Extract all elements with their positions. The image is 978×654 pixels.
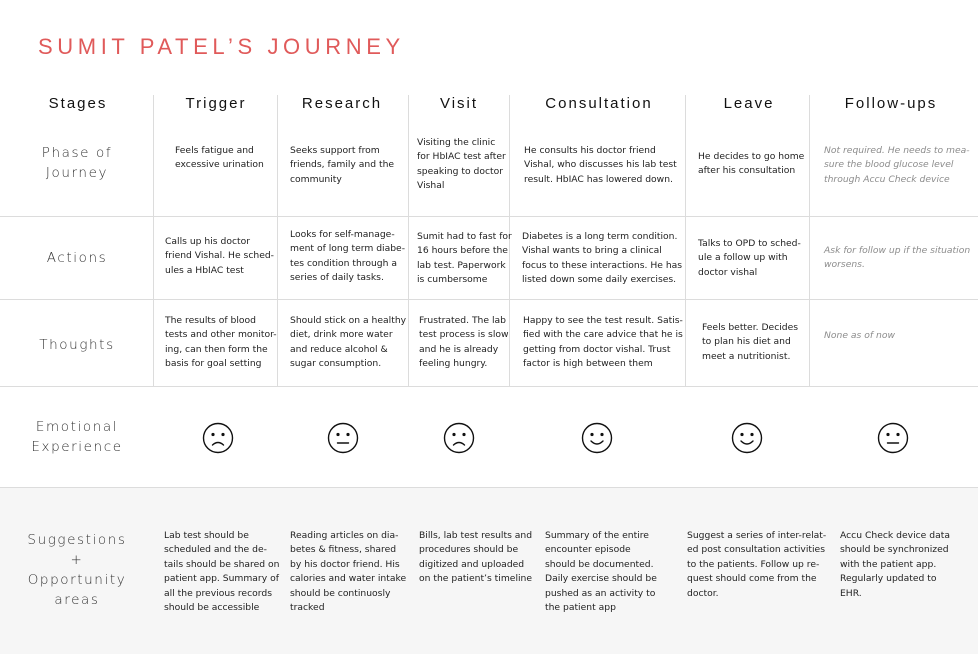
thoughts-cell-leave: Feels better. Decides to plan his diet and meet a nutritionist. — [702, 322, 799, 362]
stage-header-follow-ups: Follow-ups — [844, 95, 938, 112]
column-divider — [685, 95, 686, 386]
phase-cell-consultation: He consults his doctor friend Vishal, who discusses his lab test result. HbIAC has lowered down. — [524, 145, 677, 185]
row-divider — [0, 216, 978, 217]
actions-cell-trigger: Calls up his doctor friend Vishal. He sched- ules a HbIAC test — [165, 236, 275, 276]
suggestion-cell-research: Reading articles on dia- betes & fitness, shared by his doctor friend. His calories and water intake should be continuosly tracked — [290, 530, 407, 614]
actions-cell-research: Looks for self-manage- ment of long term diabe- tes condition through a series of daily tasks. — [290, 229, 406, 284]
row-divider — [0, 299, 978, 300]
suggestion-cell-follow-ups: Accu Check device data should be synchronized with the patient app. Regularly updated to EHR. — [840, 530, 950, 599]
page-title: SUMIT PATEL’S JOURNEY — [38, 34, 405, 59]
stage-header-visit: Visit — [439, 95, 479, 112]
thoughts-cell-follow-ups: None as of now — [824, 330, 895, 341]
row-label-emotion: Emotional Experience — [31, 419, 123, 455]
suggestion-cell-consultation: Summary of the entire encounter episode should be documented. Daily exercise should be pushed as an activity to the patient app — [545, 530, 657, 614]
happy-face-icon — [731, 422, 763, 454]
thoughts-cell-visit: Frustrated. The lab test process is slow and he is already feeling hungry. — [419, 315, 509, 370]
stage-header-trigger: Trigger — [185, 95, 247, 112]
actions-cell-leave: Talks to OPD to sched- ule a follow up with doctor vishal — [698, 238, 801, 278]
sad-face-icon — [443, 422, 475, 454]
actions-cell-visit: Sumit had to fast for 16 hours before the lab test. Paperwork is cumbersome — [417, 231, 512, 286]
phase-cell-leave: He decides to go home after his consultation — [698, 151, 805, 177]
neutral-face-icon — [327, 422, 359, 454]
stage-header-research: Research — [301, 95, 383, 112]
stage-header-consultation: Consultation — [545, 95, 653, 112]
neutral-face-icon — [877, 422, 909, 454]
sad-face-icon — [202, 422, 234, 454]
phase-cell-follow-ups: Not required. He needs to mea- sure the blood glucose level through Accu Check device — [824, 145, 970, 185]
suggestion-cell-visit: Bills, lab test results and procedures should be digitized and uploaded on the patient’s timeline — [419, 530, 533, 585]
row-label-actions: Actions — [46, 250, 108, 266]
phase-cell-research: Seeks support from friends, family and the community — [290, 145, 395, 185]
row-label-phase: Phase of Journey — [41, 145, 113, 181]
actions-cell-consultation: Diabetes is a long term condition. Vishal wants to bring a clinical focus to these interactions. He has listed down some daily exercises. — [522, 231, 683, 286]
thoughts-cell-research: Should stick on a healthy diet, drink more water and reduce alcohol & sugar consumption. — [290, 315, 407, 370]
actions-cell-follow-ups: Ask for follow up if the situation worsens. — [824, 245, 971, 271]
row-label-thoughts: Thoughts — [39, 337, 115, 353]
suggestion-cell-leave: Suggest a series of inter-relat- ed post consultation activities to the patients. Follow up re- quest should come from the doctor. — [687, 530, 827, 599]
happy-face-icon — [581, 422, 613, 454]
phase-cell-trigger: Feels fatigue and excessive urination — [175, 145, 264, 171]
row-divider — [0, 386, 978, 387]
column-divider — [277, 95, 278, 386]
row-divider — [0, 487, 978, 488]
suggestion-cell-trigger: Lab test should be scheduled and the de- tails should be shared on patient app. Summary of all the previous records should be accessible — [164, 530, 280, 614]
column-divider — [408, 95, 409, 386]
stage-header-leave: Leave — [723, 95, 775, 112]
phase-cell-visit: Visiting the clinic for HbIAC test after speaking to doctor Vishal — [417, 137, 506, 192]
stages-header: Stages — [48, 95, 108, 112]
thoughts-cell-trigger: The results of blood tests and other monitor- ing, can then form the basis for goal setting — [165, 315, 277, 370]
row-label-suggestions: Suggestions + Opportunity areas — [27, 532, 127, 608]
thoughts-cell-consultation: Happy to see the test result. Satis- fied with the care advice that he is getting from doctor vishal. Trust factor is high between them — [523, 315, 683, 370]
column-divider — [809, 95, 810, 386]
